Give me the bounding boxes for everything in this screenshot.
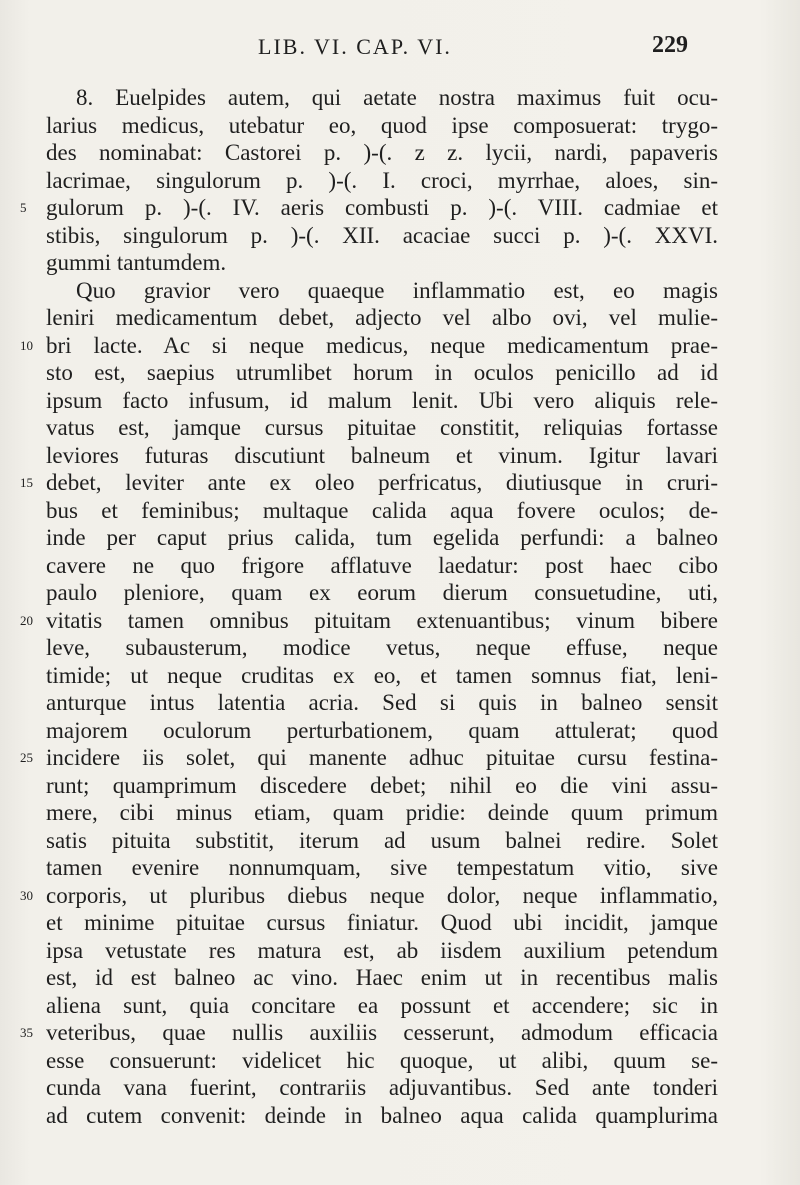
line-text: esse consuerunt: videlicet hic quoque, ut alibi, quum se- [46, 1047, 718, 1073]
text-line [46, 909, 718, 937]
line-text: 8. Euelpides autem, qui aetate nostra maximus fuit ocu- [76, 85, 718, 110]
text-line [46, 662, 718, 690]
line-text: et minime pituitae cursus finiatur. Quod ubi incidit, jamque [46, 910, 718, 935]
page-header [0, 30, 800, 66]
text-line [46, 689, 718, 717]
text-line [46, 634, 718, 662]
line-number: 5 [20, 200, 27, 215]
text-line [20, 744, 718, 772]
line-text: runt; quamprimum discedere debet; nihil eo die vini assu- [46, 772, 718, 798]
text-line [46, 304, 718, 332]
text-line [46, 84, 718, 112]
line-text: timide; ut neque cruditas ex eo, et tamen somnus fiat, leni- [46, 662, 718, 688]
text-line [46, 1102, 718, 1130]
line-text: veteribus, quae nullis auxiliis cesserunt, admodum efficacia [46, 1020, 718, 1045]
text-line [20, 194, 718, 222]
text-line [46, 524, 718, 552]
line-number: 10 [20, 337, 33, 353]
line-text: cavere ne quo frigore afflatuve laedatur: post haec cibo [46, 552, 718, 578]
line-text: corporis, ut pluribus diebus neque dolor, neque inflammatio, [46, 882, 718, 908]
line-text: leviores futuras discutiunt balneum et vinum. Igitur lavari [46, 442, 718, 468]
line-text: bus et feminibus; multaque calida aqua fovere oculos; de- [46, 497, 718, 523]
text-line [46, 387, 718, 415]
text-line [20, 882, 718, 910]
text-line [46, 579, 718, 607]
line-number: 20 [20, 612, 33, 628]
text-line [20, 332, 718, 360]
line-text: ipsa vetustate res matura est, ab iisdem auxilium petendum [46, 937, 718, 963]
text-line [46, 937, 718, 965]
text-line [46, 1047, 718, 1075]
line-text: debet, leviter ante ex oleo perfricatus, diutiusque in cruri- [46, 470, 718, 495]
text-line [46, 717, 718, 745]
text-line [46, 497, 718, 525]
text-line [46, 552, 718, 580]
line-number: 35 [20, 1025, 33, 1040]
line-text: gummi tantumdem. [46, 250, 227, 275]
text-line [46, 414, 718, 442]
line-text: gulorum p. )-(. IV. aeris combusti p. )-(. VIII. cadmiae et [46, 195, 718, 220]
running-head: LIB. VI. CAP. VI. [258, 34, 452, 59]
text-line [46, 827, 718, 855]
line-text: vatus est, jamque cursus pituitae constitit, reliquias fortasse [46, 415, 718, 440]
line-text: sto est, saepius utrumlibet horum in oculos penicillo ad id [46, 360, 718, 385]
line-text: anturque intus latentia acria. Sed si quis in balneo sensit [46, 690, 718, 715]
line-text: leve, subausterum, modice vetus, neque effuse, neque [46, 635, 718, 660]
line-text: ipsum facto infusum, id malum lenit. Ubi vero aliquis rele- [46, 387, 718, 413]
line-text: Quo gravior vero quaeque inflammatio est, eo magis [76, 277, 718, 303]
line-text: incidere iis solet, qui manente adhuc pituitae cursu festina- [46, 745, 718, 770]
text-line [46, 167, 718, 195]
line-text: vitatis tamen omnibus pituitam extenuantibus; vinum bibere [46, 607, 718, 633]
line-text: ad cutem convenit: deinde in balneo aqua calida quamplurima [46, 1102, 718, 1128]
text-line [20, 607, 718, 635]
text-line [46, 772, 718, 800]
text-line [46, 442, 718, 470]
text-line [20, 1019, 718, 1047]
line-text: est, id est balneo ac vino. Haec enim ut in recentibus malis [46, 965, 718, 990]
line-number: 30 [20, 887, 33, 903]
line-text: tamen evenire nonnumquam, sive tempestatum vitio, sive [46, 855, 718, 880]
line-text: bri lacte. Ac si neque medicus, neque medicamentum prae- [46, 332, 718, 358]
line-text: paulo pleniore, quam ex eorum dierum consuetudine, uti, [46, 580, 718, 605]
text-line [46, 249, 718, 277]
text-line [46, 854, 718, 882]
text-line [46, 992, 718, 1020]
text-line [46, 222, 718, 250]
text-line [46, 139, 718, 167]
text-body [20, 84, 718, 1129]
text-line [46, 799, 718, 827]
line-text: satis pituita substitit, iterum ad usum balnei redire. Solet [46, 827, 718, 853]
line-text: larius medicus, utebatur eo, quod ipse composuerat: trygo- [46, 112, 718, 138]
line-number: 25 [20, 750, 33, 765]
line-text: stibis, singulorum p. )-(. XII. acaciae succi p. )-(. XXVI. [46, 222, 718, 248]
line-text: cunda vana fuerint, contrariis adjuvantibus. Sed ante tonderi [46, 1075, 718, 1100]
text-line [46, 359, 718, 387]
line-text: aliena sunt, quia concitare ea possunt et accendere; sic in [46, 992, 718, 1018]
line-number: 15 [20, 475, 33, 490]
line-text: leniri medicamentum debet, adjecto vel albo ovi, vel mulie- [46, 305, 718, 330]
text-line [46, 964, 718, 992]
page-number: 229 [652, 32, 688, 58]
line-text: lacrimae, singulorum p. )-(. I. croci, myrrhae, aloes, sin- [46, 167, 718, 193]
text-line [20, 469, 718, 497]
line-text: majorem oculorum perturbationem, quam attulerat; quod [46, 717, 718, 743]
text-line [46, 277, 718, 305]
text-line [46, 112, 718, 140]
text-line [46, 1074, 718, 1102]
line-text: des nominabat: Castorei p. )-(. z z. lycii, nardi, papaveris [46, 140, 718, 165]
line-text: inde per caput prius calida, tum egelida perfundi: a balneo [46, 525, 718, 550]
line-text: mere, cibi minus etiam, quam pridie: deinde quum primum [46, 800, 718, 825]
